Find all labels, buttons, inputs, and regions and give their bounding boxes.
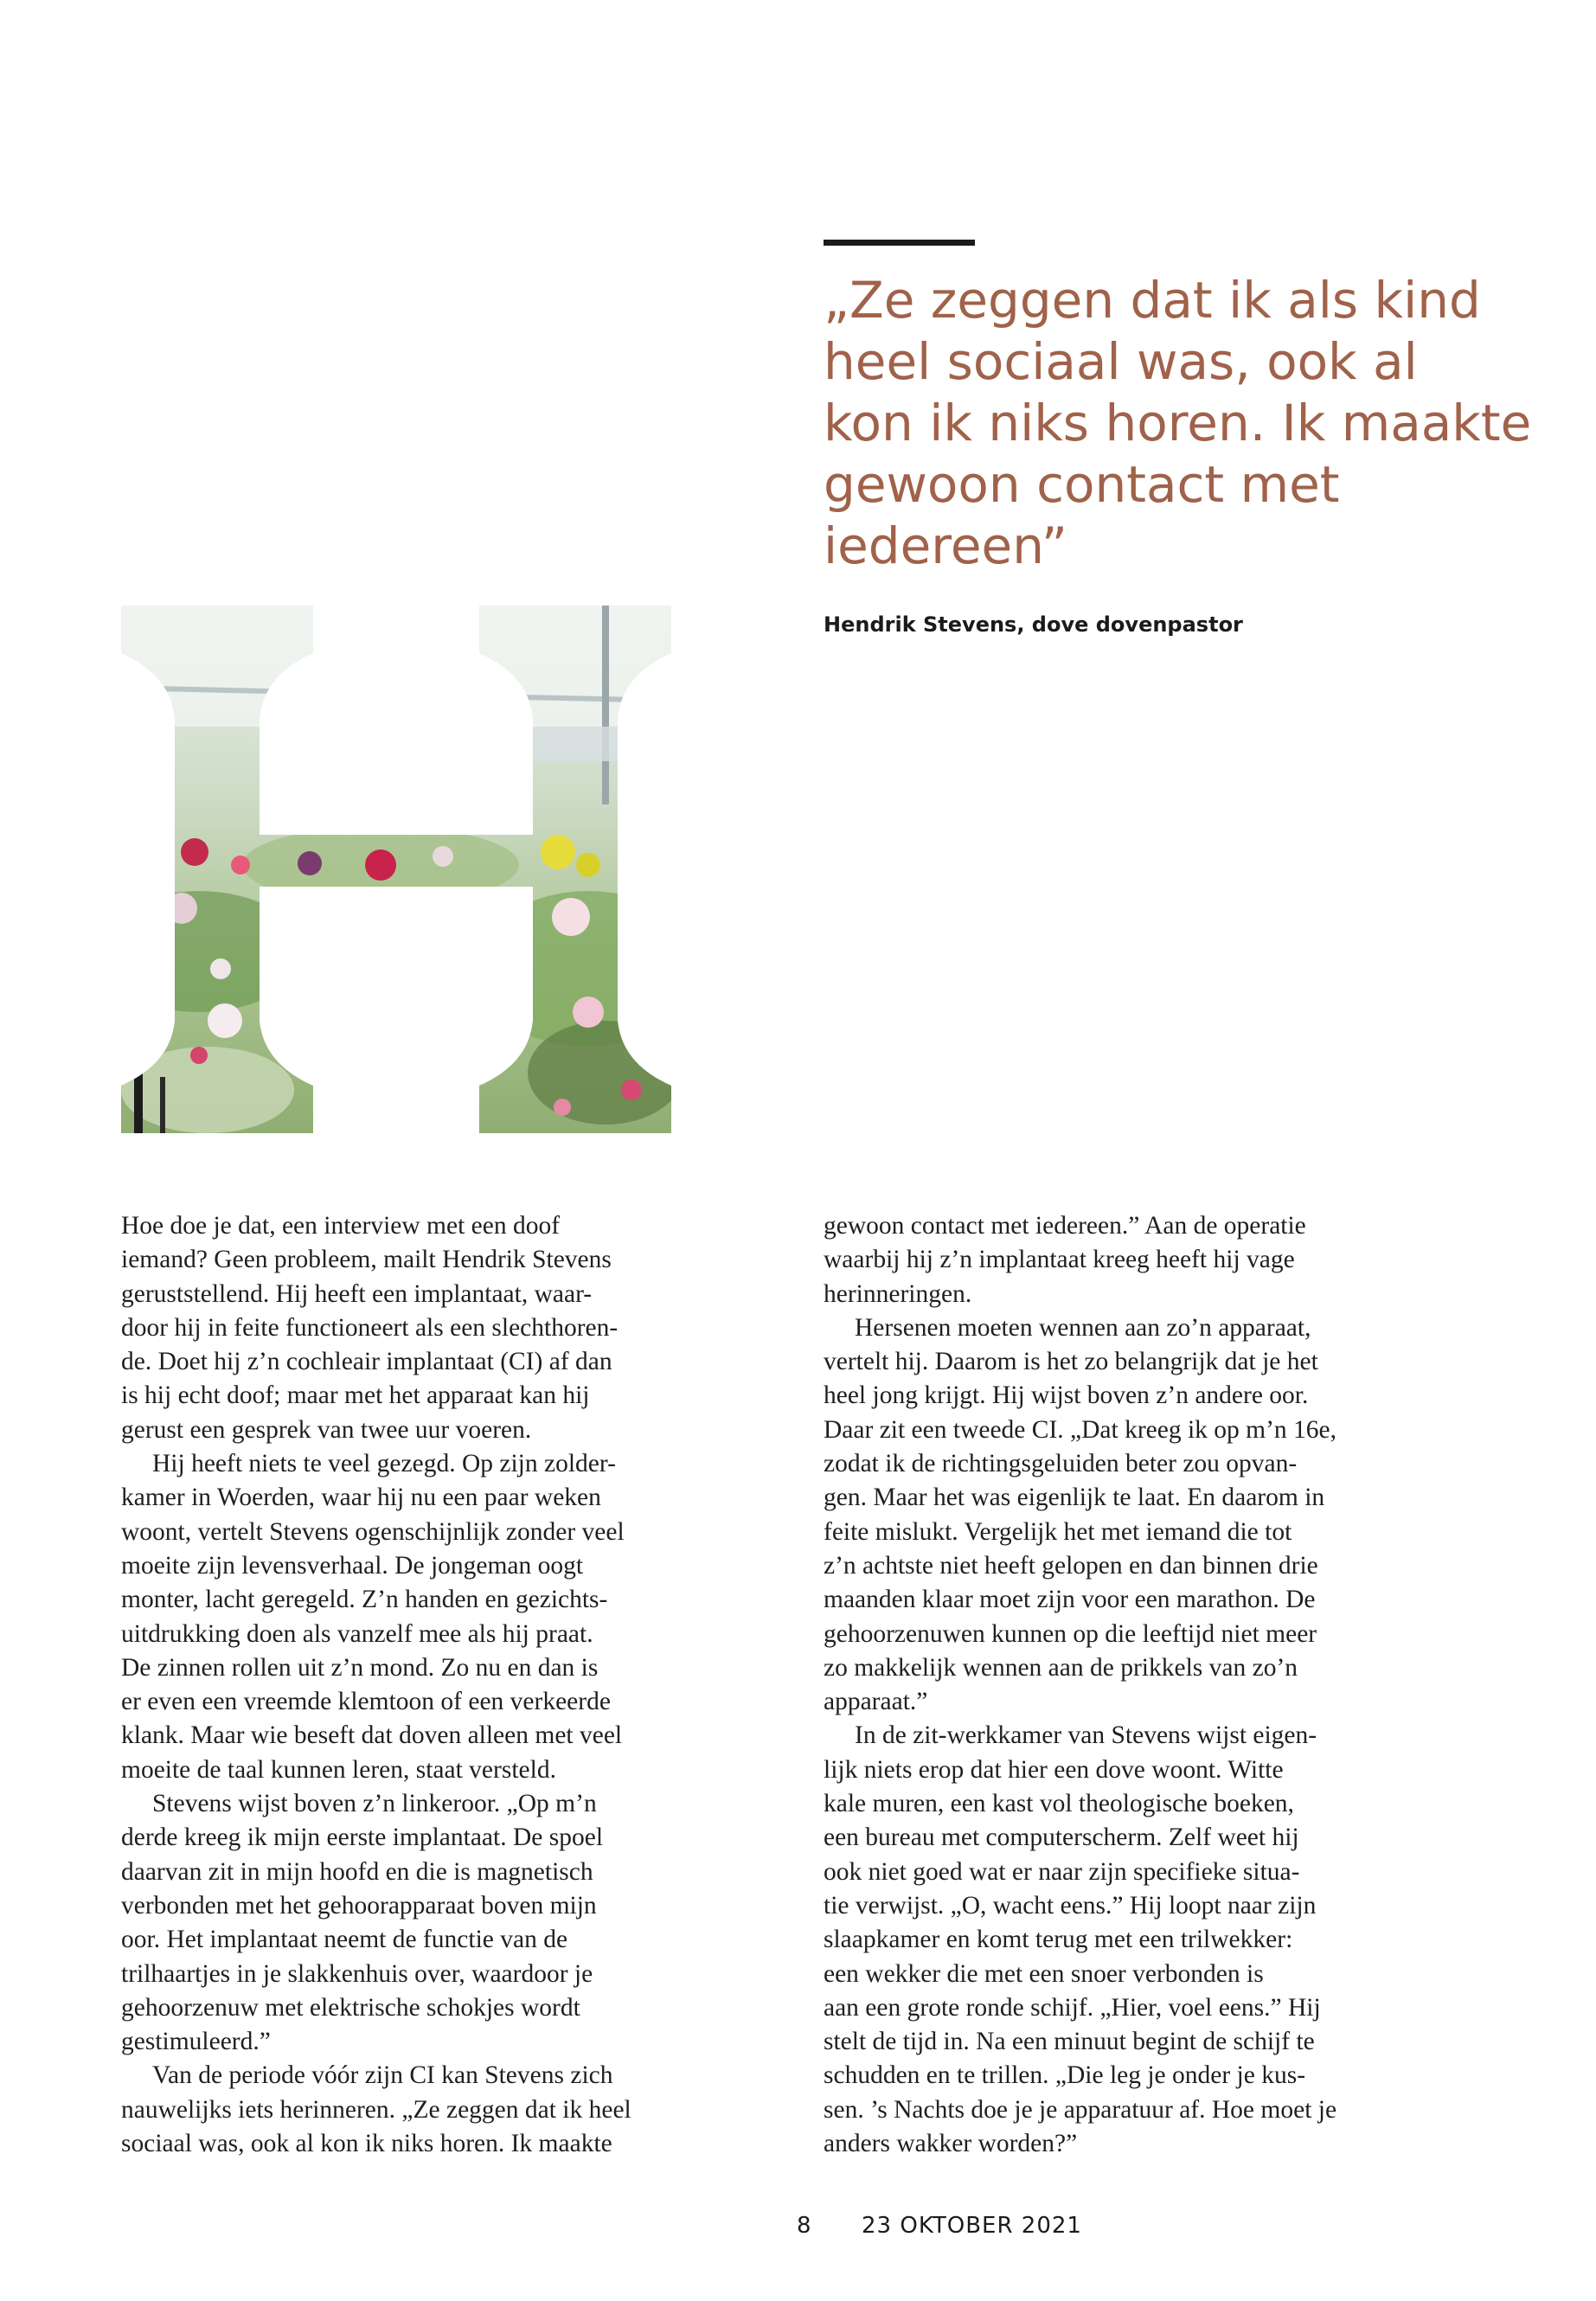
article-line: De zinnen rollen uit z’n mond. Zo nu en dan is — [121, 1653, 599, 1682]
article-line: kamer in Woerden, waar hij nu een paar weken — [121, 1484, 601, 1512]
article-line: een wekker die met een snoer verbonden is — [824, 1959, 1264, 1988]
article-column-left — [121, 1209, 727, 2161]
article-paragraph — [121, 1209, 727, 1447]
article-line: schudden en te trillen. „Die leg je onder je kus- — [824, 2061, 1306, 2090]
pull-quote-line: heel sociaal was, ook al — [824, 332, 1418, 391]
article-line: slaapkamer en komt terug met een trilwekker: — [824, 1926, 1293, 1954]
article-line: monter, lacht geregeld. Z’n handen en gezichts- — [121, 1586, 608, 1614]
article-line: maanden klaar moet zijn voor een marathon. De — [824, 1586, 1316, 1614]
article-line: zodat ik de richtingsgeluiden beter zou opvan- — [824, 1450, 1298, 1478]
article-line: trilhaartjes in je slakkenhuis over, waardoor je — [121, 1959, 593, 1988]
article-line: Hij heeft niets te veel gezegd. Op zijn zolder- — [152, 1450, 616, 1478]
article-line: heel jong krijgt. Hij wijst boven z’n andere oor. — [824, 1381, 1309, 1410]
article-line: kale muren, een kast vol theologische boeken, — [824, 1790, 1294, 1818]
article-line: feite mislukt. Vergelijk het met iemand die tot — [824, 1517, 1292, 1546]
article-line: anders wakker worden?” — [824, 2130, 1078, 2158]
article-line: derde kreeg ik mijn eerste implantaat. De spoel — [121, 1823, 604, 1852]
article-line: een bureau met computerscherm. Zelf weet hij — [824, 1823, 1299, 1852]
article-paragraph — [824, 1719, 1429, 2161]
pull-quote-line: „Ze zeggen dat ik als kind — [824, 271, 1481, 330]
article-paragraph — [121, 2059, 727, 2161]
article-line: daarvan zit in mijn hoofd en die is magnetisch — [121, 1857, 593, 1886]
pull-quote — [824, 270, 1533, 577]
quote-credit: Hendrik Stevens, dove dovenpastor — [824, 612, 1243, 637]
drop-cap-h-flowers — [121, 606, 671, 1133]
article-line: is hij echt doof; maar met het apparaat kan hij — [121, 1381, 590, 1410]
article-line: verbonden met het gehoorapparaat boven mijn — [121, 1891, 597, 1920]
article-line: lijk niets erop dat hier een dove woont. Witte — [824, 1755, 1284, 1784]
article-line: gerust een gesprek van twee uur voeren. — [121, 1415, 532, 1444]
article-line: gehoorzenuwen kunnen op die leeftijd niet meer — [824, 1619, 1317, 1648]
article-line: Van de periode vóór zijn CI kan Stevens zich — [152, 2061, 613, 2090]
article-line: Hoe doe je dat, een interview met een doof — [121, 1212, 561, 1240]
article-line: Daar zit een tweede CI. „Dat kreeg ik op m’n 16e, — [824, 1415, 1337, 1444]
quote-rule — [824, 240, 975, 246]
article-line: door hij in feite functioneert als een slechthoren- — [121, 1313, 619, 1342]
article-line: moeite zijn levensverhaal. De jongeman oogt — [121, 1551, 584, 1580]
article-line: tie verwijst. „O, wacht eens.” Hij loopt naar zijn — [824, 1891, 1317, 1920]
article-line: ook niet goed wat er naar zijn specifieke situa- — [824, 1857, 1300, 1886]
article-line: sociaal was, ook al kon ik niks horen. Ik maakte — [121, 2130, 612, 2158]
article-line: herinneringen. — [824, 1279, 972, 1308]
article-line: apparaat.” — [824, 1688, 928, 1716]
article-line: vertelt hij. Daarom is het zo belangrijk dat je het — [824, 1348, 1318, 1376]
article-line: de. Doet hij z’n cochleair implantaat (CI) af dan — [121, 1348, 612, 1376]
article-line: stelt de tijd in. Na een minuut begint de schijf te — [824, 2028, 1315, 2056]
article-line: z’n achtste niet heeft gelopen en dan binnen drie — [824, 1551, 1318, 1580]
pull-quote-line: kon ik niks horen. Ik maakte — [824, 394, 1532, 452]
article-line: aan een grote ronde schijf. „Hier, voel eens.” Hij — [824, 1993, 1321, 2022]
article-line: moeite de taal kunnen leren, staat versteld. — [121, 1755, 556, 1784]
article-line: gehoorzenuw met elektrische schokjes wordt — [121, 1993, 580, 2022]
article-paragraph — [824, 1311, 1429, 1720]
article-line: gestimuleerd.” — [121, 2028, 271, 2056]
article-line: In de zit-werkkamer van Stevens wijst eigen- — [855, 1721, 1317, 1750]
page-number: 8 — [797, 2213, 811, 2239]
article-line: zo makkelijk wennen aan de prikkels van zo’n — [824, 1653, 1298, 1682]
article-paragraph — [121, 1447, 727, 1787]
article-paragraph — [824, 1209, 1429, 1311]
article-line: er even een vreemde klemtoon of een verkeerde — [121, 1688, 611, 1716]
article-line: oor. Het implantaat neemt de functie van de — [121, 1926, 568, 1954]
article-line: gen. Maar het was eigenlijk te laat. En daarom in — [824, 1484, 1325, 1512]
article-line: iemand? Geen probleem, mailt Hendrik Stevens — [121, 1246, 612, 1274]
pull-quote-line: gewoon contact met — [824, 455, 1340, 514]
article-line: uitdrukking doen als vanzelf mee als hij praat. — [121, 1619, 593, 1648]
article-line: woont, vertelt Stevens ogenschijnlijk zonder veel — [121, 1517, 625, 1546]
article-line: Stevens wijst boven z’n linkeroor. „Op m’n — [152, 1790, 597, 1818]
article-line: gewoon contact met iedereen.” Aan de operatie — [824, 1212, 1306, 1240]
article-line: geruststellend. Hij heeft een implantaat, waar- — [121, 1279, 593, 1308]
article-line: waarbij hij z’n implantaat kreeg heeft hij vage — [824, 1246, 1295, 1274]
article-line: sen. ’s Nachts doe je je apparatuur af. Hoe moet je — [824, 2095, 1337, 2124]
article-line: nauwelijks iets herinneren. „Ze zeggen dat ik heel — [121, 2095, 631, 2124]
article-paragraph — [121, 1787, 727, 2059]
article-column-right — [824, 1209, 1429, 2161]
article-line: Hersenen moeten wennen aan zo’n apparaat, — [855, 1313, 1311, 1342]
issue-date: 23 OKTOBER 2021 — [862, 2213, 1082, 2239]
article-line: klank. Maar wie beseft dat doven alleen met veel — [121, 1721, 623, 1750]
pull-quote-line: iedereen” — [824, 516, 1067, 575]
